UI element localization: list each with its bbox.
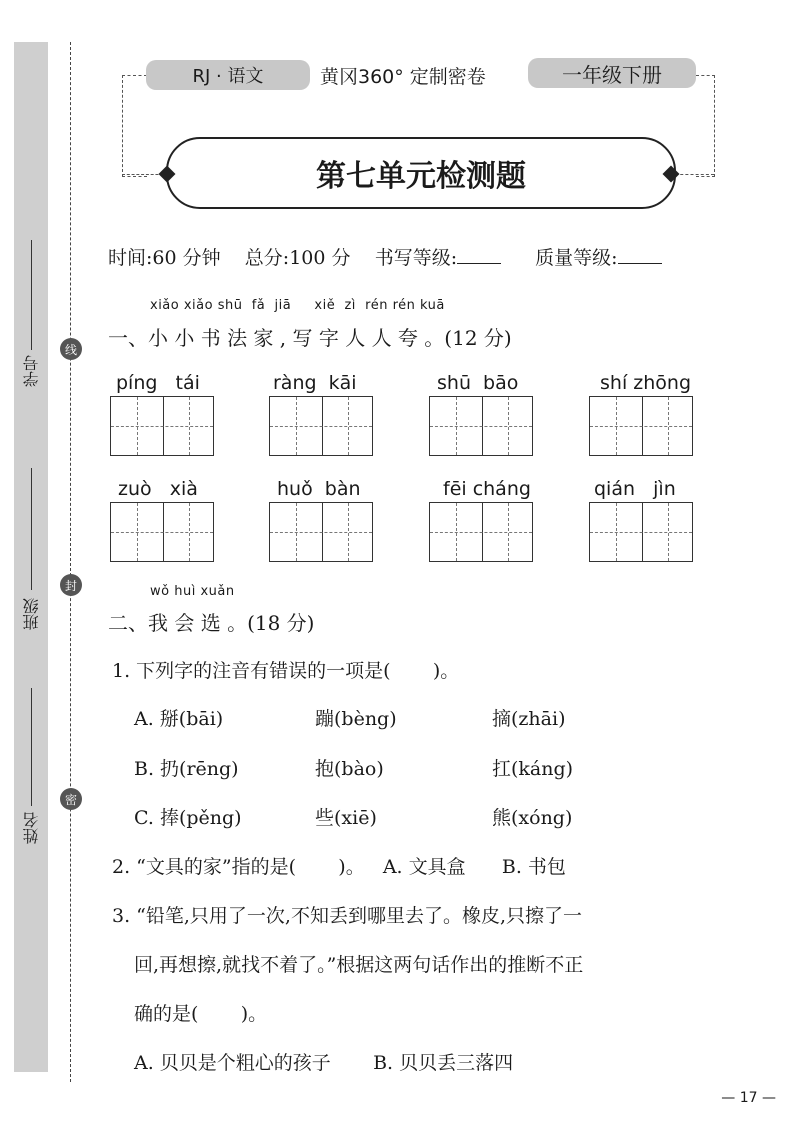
class-label: 班级 xyxy=(22,598,41,630)
word-pinyin: huǒ bàn xyxy=(277,478,361,500)
seal-seal-badge: 封 xyxy=(60,574,82,596)
q1-option: 抱(bào) xyxy=(315,758,384,780)
question-2: 2. “文具的家”指的是( )。 A. 文具盒 B. 书包 xyxy=(112,856,566,878)
q1-option: 蹦(bèng) xyxy=(315,708,397,730)
seal-secret-badge: 密 xyxy=(60,788,82,810)
word-pinyin: píng tái xyxy=(116,372,200,394)
q1-option: 些(xiē) xyxy=(315,807,377,829)
section1-title: 一、小 小 书 法 家 , 写 字 人 人 夸 。(12 分) xyxy=(108,326,512,350)
q1-option: 熊(xóng) xyxy=(492,807,573,829)
word-pinyin: fēi cháng xyxy=(443,478,531,500)
series-title: 黄冈360° 定制密卷 xyxy=(320,66,486,88)
header-bracket-right xyxy=(696,75,715,177)
q1-option: A. 掰(bāi) xyxy=(134,708,224,730)
writing-grade-label: 书写等级: xyxy=(374,247,458,269)
question-3-line-2: 回,再想擦,就找不着了。”根据这两句话作出的推断不正 xyxy=(134,954,584,976)
writing-grid[interactable] xyxy=(589,502,693,562)
class-blank xyxy=(31,468,32,590)
section1-pinyin: xiǎo xiǎo shū fǎ jiā xiě zì rén rén kuā xyxy=(150,298,445,313)
header-bracket-left xyxy=(122,75,147,177)
test-title: 第七单元检测题 xyxy=(166,137,676,209)
writing-grid[interactable] xyxy=(429,396,533,456)
writing-grid[interactable] xyxy=(429,502,533,562)
name-blank xyxy=(31,688,32,806)
time-info: 时间:60 分钟 xyxy=(108,247,221,269)
student-id-label: 学号 xyxy=(22,355,41,387)
q1-option: 扛(káng) xyxy=(492,758,574,780)
seal-line-badge: 线 xyxy=(60,338,82,360)
section2-pinyin: wǒ huì xuǎn xyxy=(150,584,235,599)
q1-option: 摘(zhāi) xyxy=(492,708,566,730)
question-1: 1. 下列字的注音有错误的一项是( )。 xyxy=(112,660,460,682)
grade-badge: 一年级下册 xyxy=(528,58,696,88)
exam-info xyxy=(108,243,690,270)
q3-options: A. 贝贝是个粗心的孩子 B. 贝贝丢三落四 xyxy=(134,1052,514,1074)
subject-badge: RJ · 语文 xyxy=(146,60,310,90)
writing-grid[interactable] xyxy=(110,396,214,456)
word-pinyin: shū bāo xyxy=(437,372,519,394)
writing-grid[interactable] xyxy=(589,396,693,456)
word-pinyin: qián jìn xyxy=(594,478,676,500)
question-3-line-3: 确的是( )。 xyxy=(134,1003,268,1025)
cut-line xyxy=(70,42,71,1082)
writing-grid[interactable] xyxy=(110,502,214,562)
page-number: — 17 — xyxy=(721,1090,776,1106)
writing-grade-blank[interactable] xyxy=(457,263,501,264)
word-pinyin: zuò xià xyxy=(118,478,198,500)
quality-grade-blank[interactable] xyxy=(618,263,662,264)
q1-option: C. 捧(pěng) xyxy=(134,807,242,829)
word-pinyin: ràng kāi xyxy=(273,372,357,394)
section2-title: 二、我 会 选 。(18 分) xyxy=(108,611,315,635)
name-label: 姓名 xyxy=(22,812,41,844)
student-id-blank xyxy=(31,240,32,350)
quality-grade-label: 质量等级: xyxy=(535,247,618,269)
writing-grid[interactable] xyxy=(269,502,373,562)
word-pinyin: shí zhōng xyxy=(600,372,692,394)
writing-grid[interactable] xyxy=(269,396,373,456)
score-info: 总分:100 分 xyxy=(244,247,351,269)
q1-option: B. 扔(rēng) xyxy=(134,758,239,780)
question-3-line-1: 3. “铅笔,只用了一次,不知丢到哪里去了。橡皮,只擦了一 xyxy=(112,905,583,927)
